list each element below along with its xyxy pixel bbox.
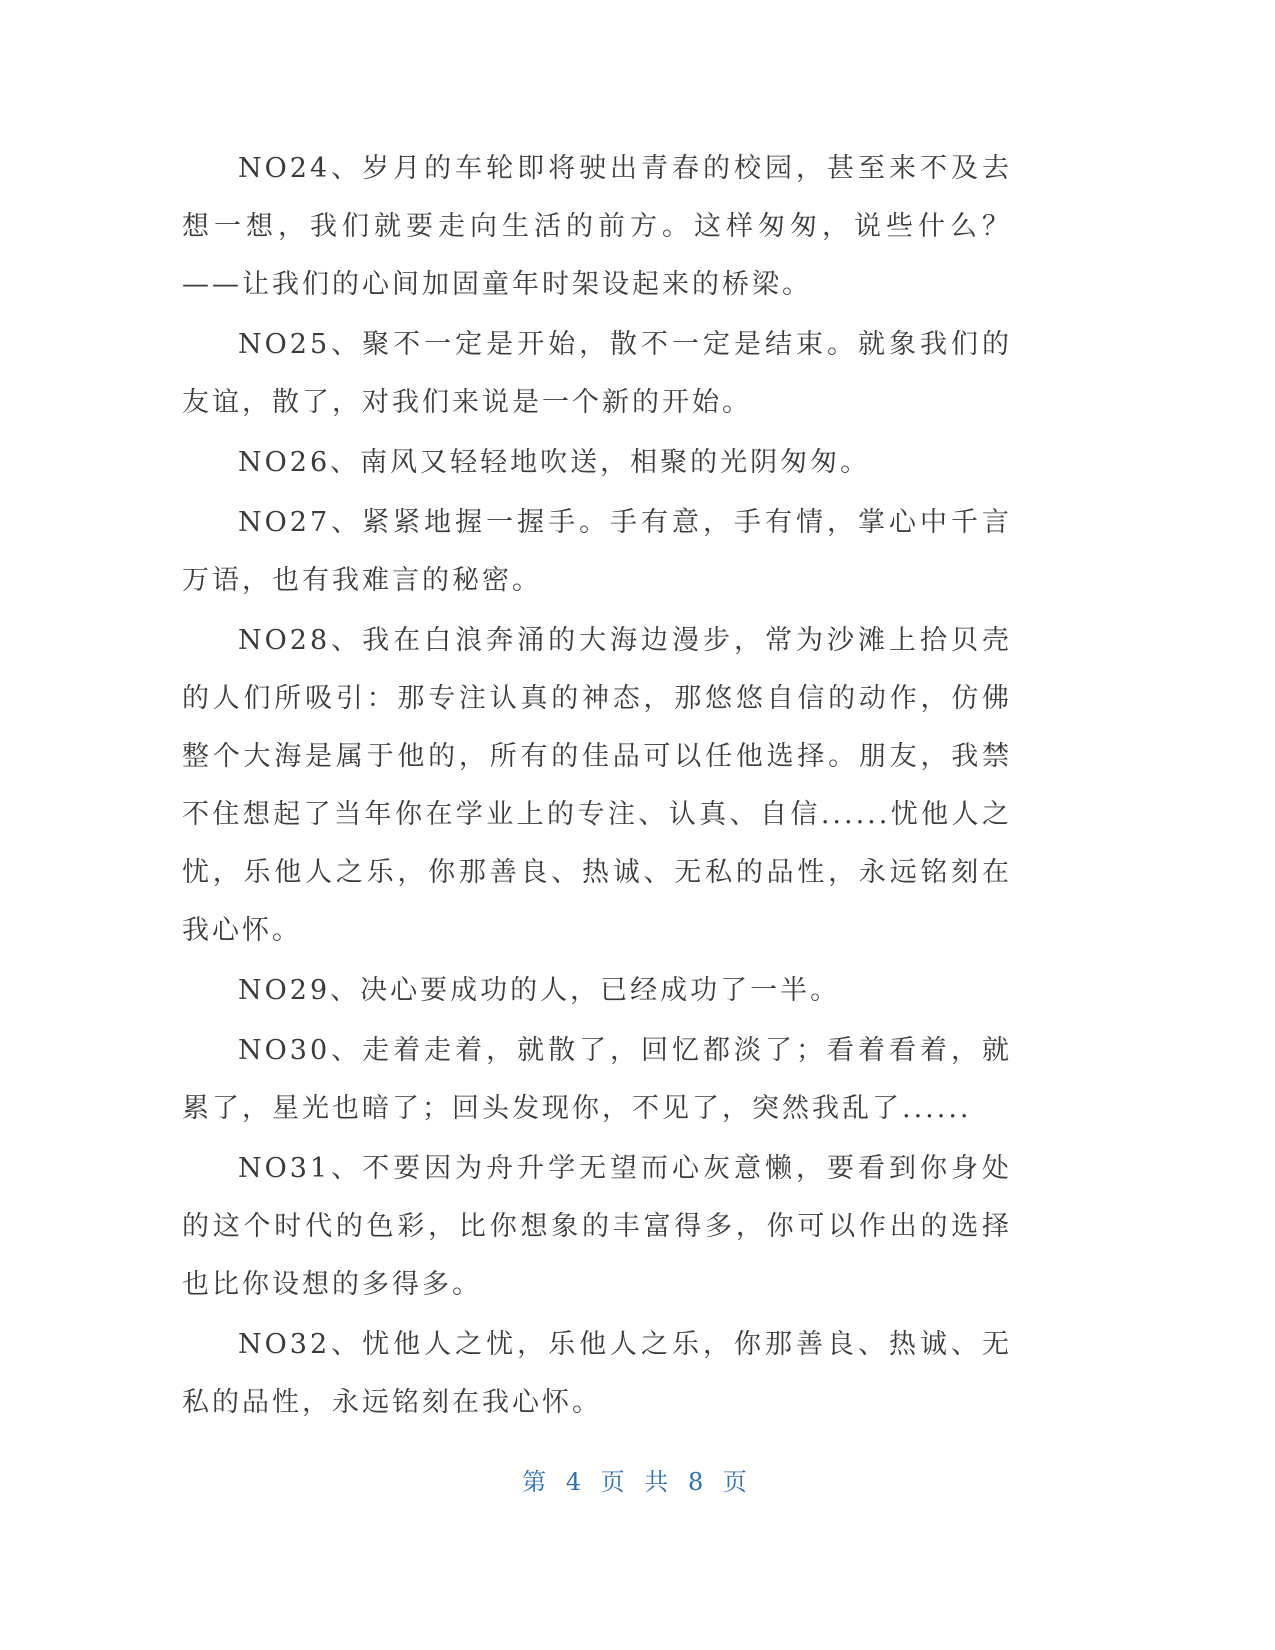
paragraph-no29: NO29、决心要成功的人，已经成功了一半。 xyxy=(238,975,841,1006)
paragraph-no31: NO31、不要因为舟升学无望而心灰意懒，要看到你身处的这个时代的色彩，比你想象的丰富得多，你可以作出的选择也比你设想的多得多。 xyxy=(182,1153,1012,1300)
paragraph-no24: NO24、岁月的车轮即将驶出青春的校园，甚至来不及去想一想，我们就要走向生活的前方。这样匆匆，说些什么？——让我们的心间加固童年时架设起来的桥梁。 xyxy=(182,153,1012,300)
paragraph-no26: NO26、南风又轻轻地吹送，相聚的光阴匆匆。 xyxy=(238,447,871,478)
paragraph-no25: NO25、聚不一定是开始，散不一定是结束。就象我们的友谊，散了，对我们来说是一个新的开始。 xyxy=(182,329,1012,418)
paragraph-no27: NO27、紧紧地握一握手。手有意，手有情，掌心中千言万语，也有我难言的秘密。 xyxy=(182,507,1012,596)
paragraph-no28: NO28、我在白浪奔涌的大海边漫步，常为沙滩上拾贝壳的人们所吸引：那专注认真的神态，那悠悠自信的动作，仿佛整个大海是属于他的，所有的佳品可以任他选择。朋友，我禁不住想起了当年你在学业上的专注、认真、自信......忧他人之忧，乐他人之乐，你那善良、热诚、无私的品性，永远铭刻在我心怀。 xyxy=(182,625,1012,946)
paragraph-no32: NO32、忧他人之忧，乐他人之乐，你那善良、热诚、无私的品性，永远铭刻在我心怀。 xyxy=(182,1329,1012,1418)
document-body xyxy=(182,140,1012,1434)
page-number-footer: 第 4 页 共 8 页 xyxy=(522,1468,753,1496)
paragraph-no30: NO30、走着走着，就散了，回忆都淡了；看着看着，就累了，星光也暗了；回头发现你，不见了，突然我乱了...... xyxy=(182,1035,1012,1124)
